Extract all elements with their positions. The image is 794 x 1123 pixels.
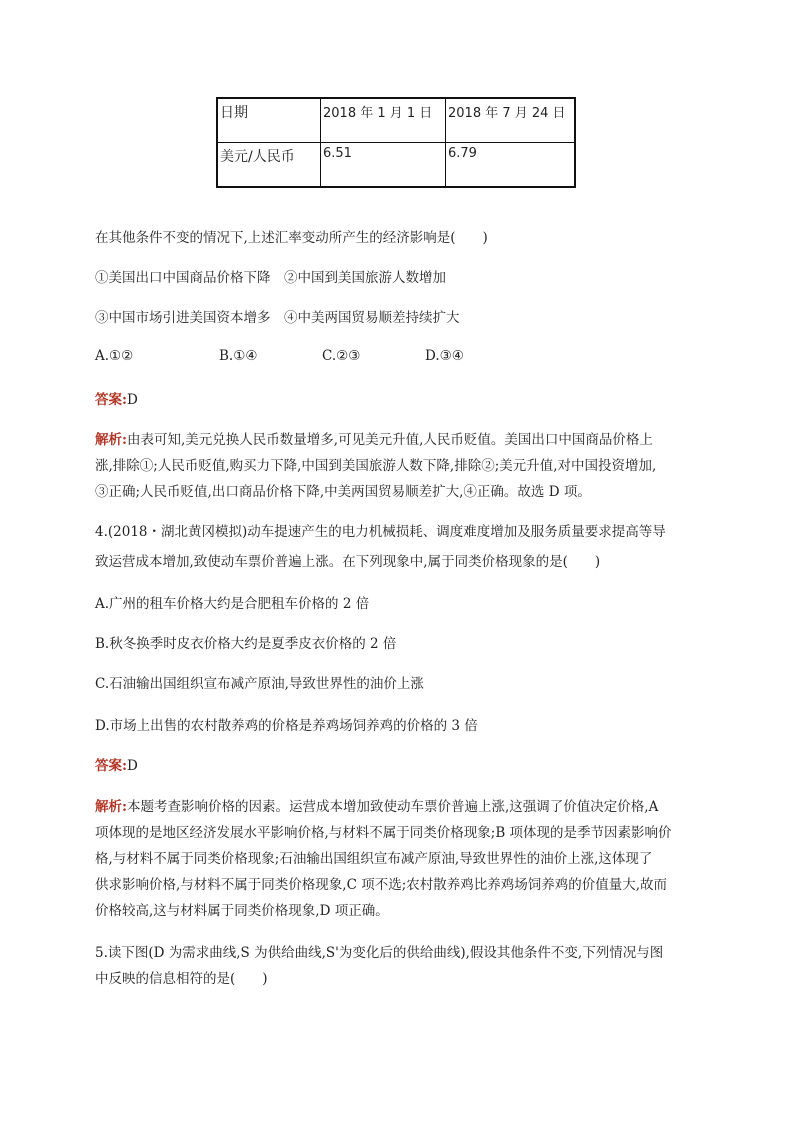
table-cell: 6.51 [321,143,446,188]
table-cell: 美元/人民币 [217,143,321,188]
explain-text: 本题考查影响价格的因素。运营成本增加致使动车票价普遍上涨,这强调了价值决定价格,A [126,799,659,815]
q3-stem: 在其他条件不变的情况下,上述汇率变动所产生的经济影响是( ) [95,230,488,246]
table-cell: 日期 [217,98,321,143]
option-b: B.①④ [219,348,258,364]
explain-line: 供求影响价格,与材料不属于同类价格现象,C 项不选;农村散养鸡比养鸡场饲养鸡的价值量大,故而 [95,877,668,893]
answer-label: 答案: [95,392,127,408]
q4-stem-1: 4.(2018・湖北黄冈模拟)动车提速产生的电力机械损耗、调度难度增加及服务质量要求提高等导 [95,524,666,540]
q4-option-b: B.秋冬换季时皮衣价格大约是夏季皮衣价格的 2 倍 [95,636,397,652]
explain-line: ③正确;人民币贬值,出口商品价格下降,中美两国贸易顺差扩大,④正确。故选 D 项。 [95,484,591,500]
explain-text: 由表可知,美元兑换人民币数量增多,可见美元升值,人民币贬值。美国出口中国商品价格上 [126,432,653,448]
explain-line [95,427,705,453]
q4-answer [95,754,138,774]
q4-option-a: A.广州的租车价格大约是合肥租车价格的 2 倍 [95,596,370,612]
explain-line: 涨,排除①;人民币贬值,购买力下降,中国到美国旅游人数下降,排除②;美元升值,对中国投资增加, [95,458,657,474]
q4-explanation [95,794,705,924]
table-cell: 2018 年 1 月 1 日 [321,98,446,143]
q5-stem-line: 5.读下图(D 为需求曲线,S 为供给曲线,S'为变化后的供给曲线),假设其他条件不变,下列情况与图 [95,945,664,961]
explain-label: 解析: [95,432,127,448]
q5-stem [95,940,705,992]
explain-label: 解析: [95,799,127,815]
table-row [217,143,575,188]
explain-line: 价格较高,这与材料属于同类价格现象,D 项正确。 [95,903,389,919]
q3-options [95,348,464,364]
q4-option-c: C.石油输出国组织宣布减产原油,导致世界性的油价上涨 [95,676,424,692]
table-row [217,98,575,143]
q3-items-1: ①美国出口中国商品价格下降 ②中国到美国旅游人数增加 [95,270,446,286]
q4-stem-2: 致运营成本增加,致使动车票价普遍上涨。在下列现象中,属于同类价格现象的是( ) [95,554,601,570]
option-d: D.③④ [425,348,464,364]
answer-value: D [126,392,138,408]
option-c: C.②③ [322,348,361,364]
explain-line: 格,与材料不属于同类价格现象;石油输出国组织宣布减产原油,导致世界性的油价上涨,这体现了 [95,851,653,867]
q3-explanation [95,427,705,505]
explain-line: 项体现的是地区经济发展水平影响价格,与材料不属于同类价格现象;B 项体现的是季节因素影响价 [95,825,672,841]
q4-option-d: D.市场上出售的农村散养鸡的价格是养鸡场饲养鸡的价格的 3 倍 [95,718,478,734]
exchange-rate-table [216,97,576,188]
q5-stem-line: 中反映的信息相符的是( ) [95,971,268,987]
option-a: A.①② [95,348,134,364]
answer-value: D [126,758,138,774]
table-cell: 2018 年 7 月 24 日 [446,98,576,143]
q3-items-2: ③中国市场引进美国资本增多 ④中美两国贸易顺差持续扩大 [95,310,460,326]
explain-line [95,794,705,820]
q3-answer [95,388,138,408]
table-cell: 6.79 [446,143,576,188]
answer-label: 答案: [95,758,127,774]
